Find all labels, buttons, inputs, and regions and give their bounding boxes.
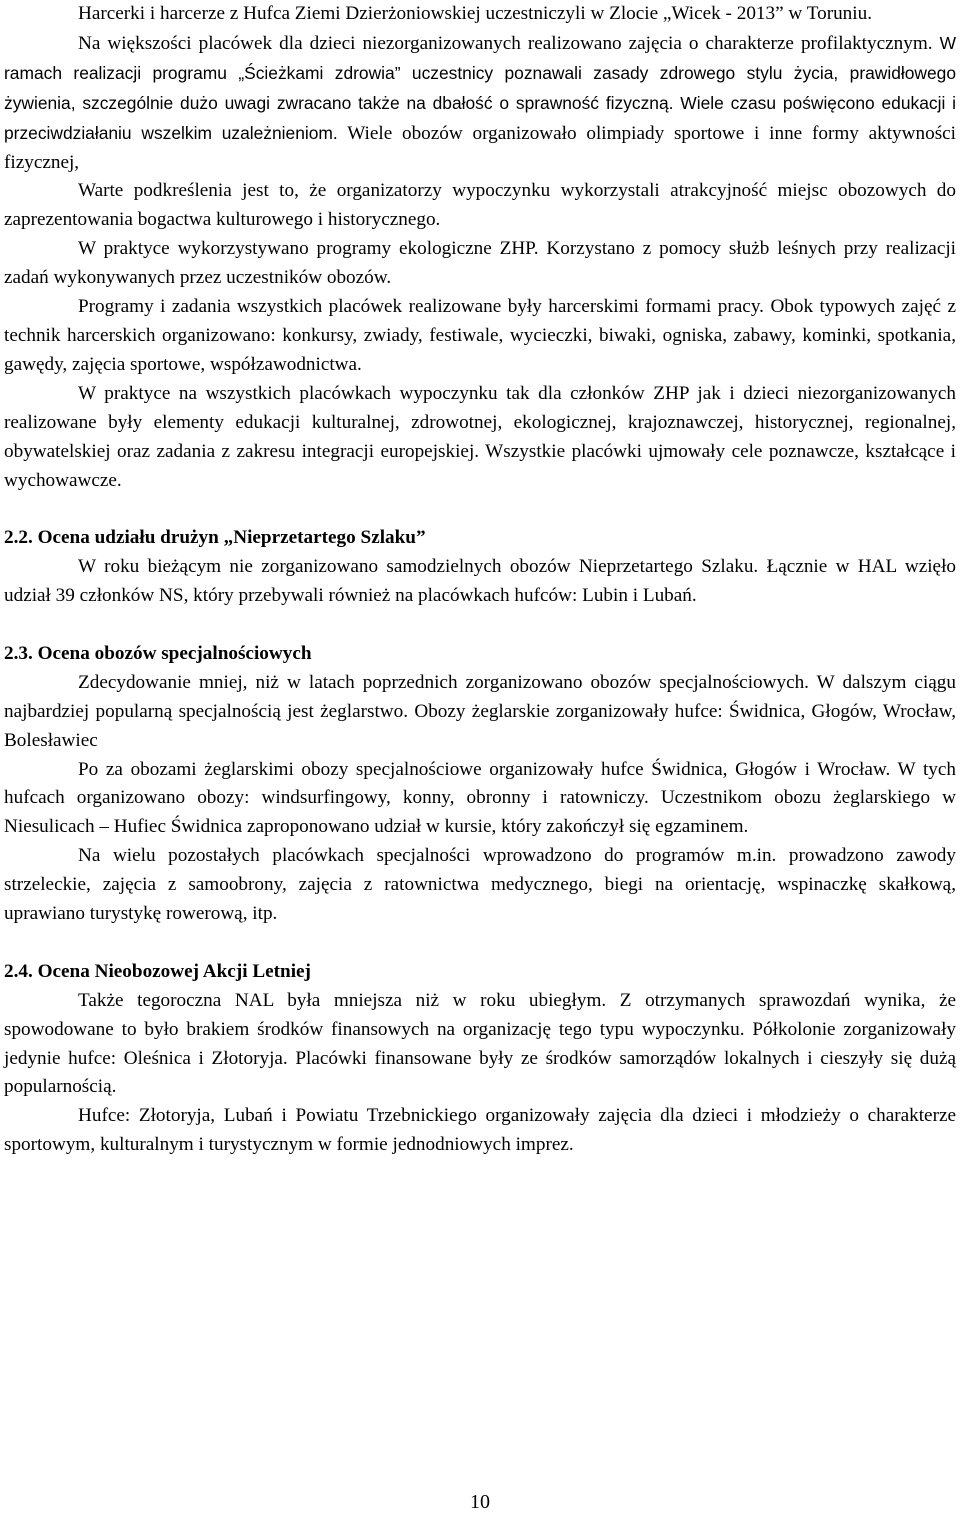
text-run: Wiele obozów organizowało olimpiady sportowe i inne formy aktywności fizycznej, <box>4 122 957 173</box>
paragraph: Także tegoroczna NAL była mniejsza niż w roku ubiegłym. Z otrzymanych sprawozdań wynika, że spowodowane to było brakiem środków finansowych na organizację tego typu wypoczynku. Półkolonie zorganizowały jedynie hufce: Oleśnica i Złotoryja. Placówki finansowane były ze środków samorządów lokalnych i cieszyły się dużą popularnością. <box>4 989 956 1098</box>
text-run: W ramach realizacji programu „Ścieżkami zdrowia” uczestnicy poznawali zasady zdrowego stylu życia, prawidłowego żywienia, szczególnie dużo uwagi zwracano także na dbałość o sprawność fizyczną. Wiele czasu poświęcono edukacji i przeciwdziałaniu wszelkim uzależnieniom. <box>4 32 957 143</box>
paragraph: Na wielu pozostałych placówkach specjalności wprowadzono do programów m.in. prowadzono zawody strzeleckie, zajęcia z samoobrony, zajęcia z ratownictwa medycznego, biegi na orientację, wspinaczkę skałkową, uprawiano turystykę rowerową, itp. <box>4 845 956 925</box>
document-page <box>4 0 956 1160</box>
spacer <box>4 611 956 640</box>
page-number: 10 <box>470 1491 490 1513</box>
paragraph: Harcerki i harcerze z Hufca Ziemi Dzierżoniowskiej uczestniczyli w Zlocie „Wicek - 2013” w Toruniu. <box>78 3 872 24</box>
paragraph: Po za obozami żeglarskimi obozy specjalnościowe organizowały hufce Świdnica, Głogów i Wrocław. W tych hufcach organizowano obozy: windsurfingowy, konny, obronny i ratowniczy. Uczestnikom obozu żeglarskiego w Niesulicach – Hufiec Świdnica zaproponowano udział w kursie, który zakończył się egzaminem. <box>4 758 956 838</box>
section-heading: 2.2. Ocena udziału drużyn „Nieprzetartego Szlaku” <box>4 527 426 549</box>
text-run: Na większości placówek dla dzieci niezorganizowanych realizowano zajęcia o charakterze profilaktycznym. <box>78 32 933 54</box>
paragraph: Zdecydowanie mniej, niż w latach poprzednich zorganizowano obozów specjalnościowych. W dalszym ciągu najbardziej popularną specjalnością jest żeglarstwo. Obozy żeglarskie zorganizowały hufce: Świdnica, Głogów, Wrocław, Bolesławiec <box>4 671 956 751</box>
section-heading: 2.3. Ocena obozów specjalnościowych <box>4 642 312 664</box>
spacer <box>4 929 956 958</box>
spacer <box>4 495 956 524</box>
section-heading: 2.4. Ocena Nieobozowej Akcji Letniej <box>4 960 311 982</box>
paragraph: W praktyce wykorzystywano programy ekologiczne ZHP. Korzystano z pomocy służb leśnych przy realizacji zadań wykonywanych przez uczestników obozów. <box>4 238 956 289</box>
paragraph: W praktyce na wszystkich placówkach wypoczynku tak dla członków ZHP jak i dzieci niezorganizowanych realizowane były elementy edukacji kulturalnej, zdrowotnej, ekologicznej, krajoznawczej, historycznej, regionalnej, obywatelskiej oraz zadania z zakresu integracji europejskiej. Wszystkie placówki ujmowały cele poznawcze, kształcące i wychowawcze. <box>4 382 956 491</box>
paragraph: Hufce: Złotoryja, Lubań i Powiatu Trzebnickiego organizowały zajęcia dla dzieci i młodzieży o charakterze sportowym, kulturalnym i turystycznym w formie jednodniowych imprez. <box>4 1105 956 1156</box>
paragraph: W roku bieżącym nie zorganizowano samodzielnych obozów Nieprzetartego Szlaku. Łącznie w HAL wzięło udział 39 członków NS, który przebywali również na placówkach hufców: Lubin i Lubań. <box>4 556 956 607</box>
paragraph <box>4 29 956 178</box>
paragraph <box>4 293 956 380</box>
paragraph: Warte podkreślenia jest to, że organizatorzy wypoczynku wykorzystali atrakcyjność miejsc obozowych do zaprezentowania bogactwa kulturowego i historycznego. <box>4 180 956 231</box>
text-run: Programy i zadania wszystkich placówek realizowane były harcerskimi formami pracy. <box>78 296 764 318</box>
text-run: Obok typowych zajęć z technik harcerskich organizowano: konkursy, zwiady, festiwale, wycieczki, biwaki, ogniska, zabawy, kominki, spotkania, gawędy, zajęcia sportowe, współzawodnictwa. <box>4 296 956 375</box>
